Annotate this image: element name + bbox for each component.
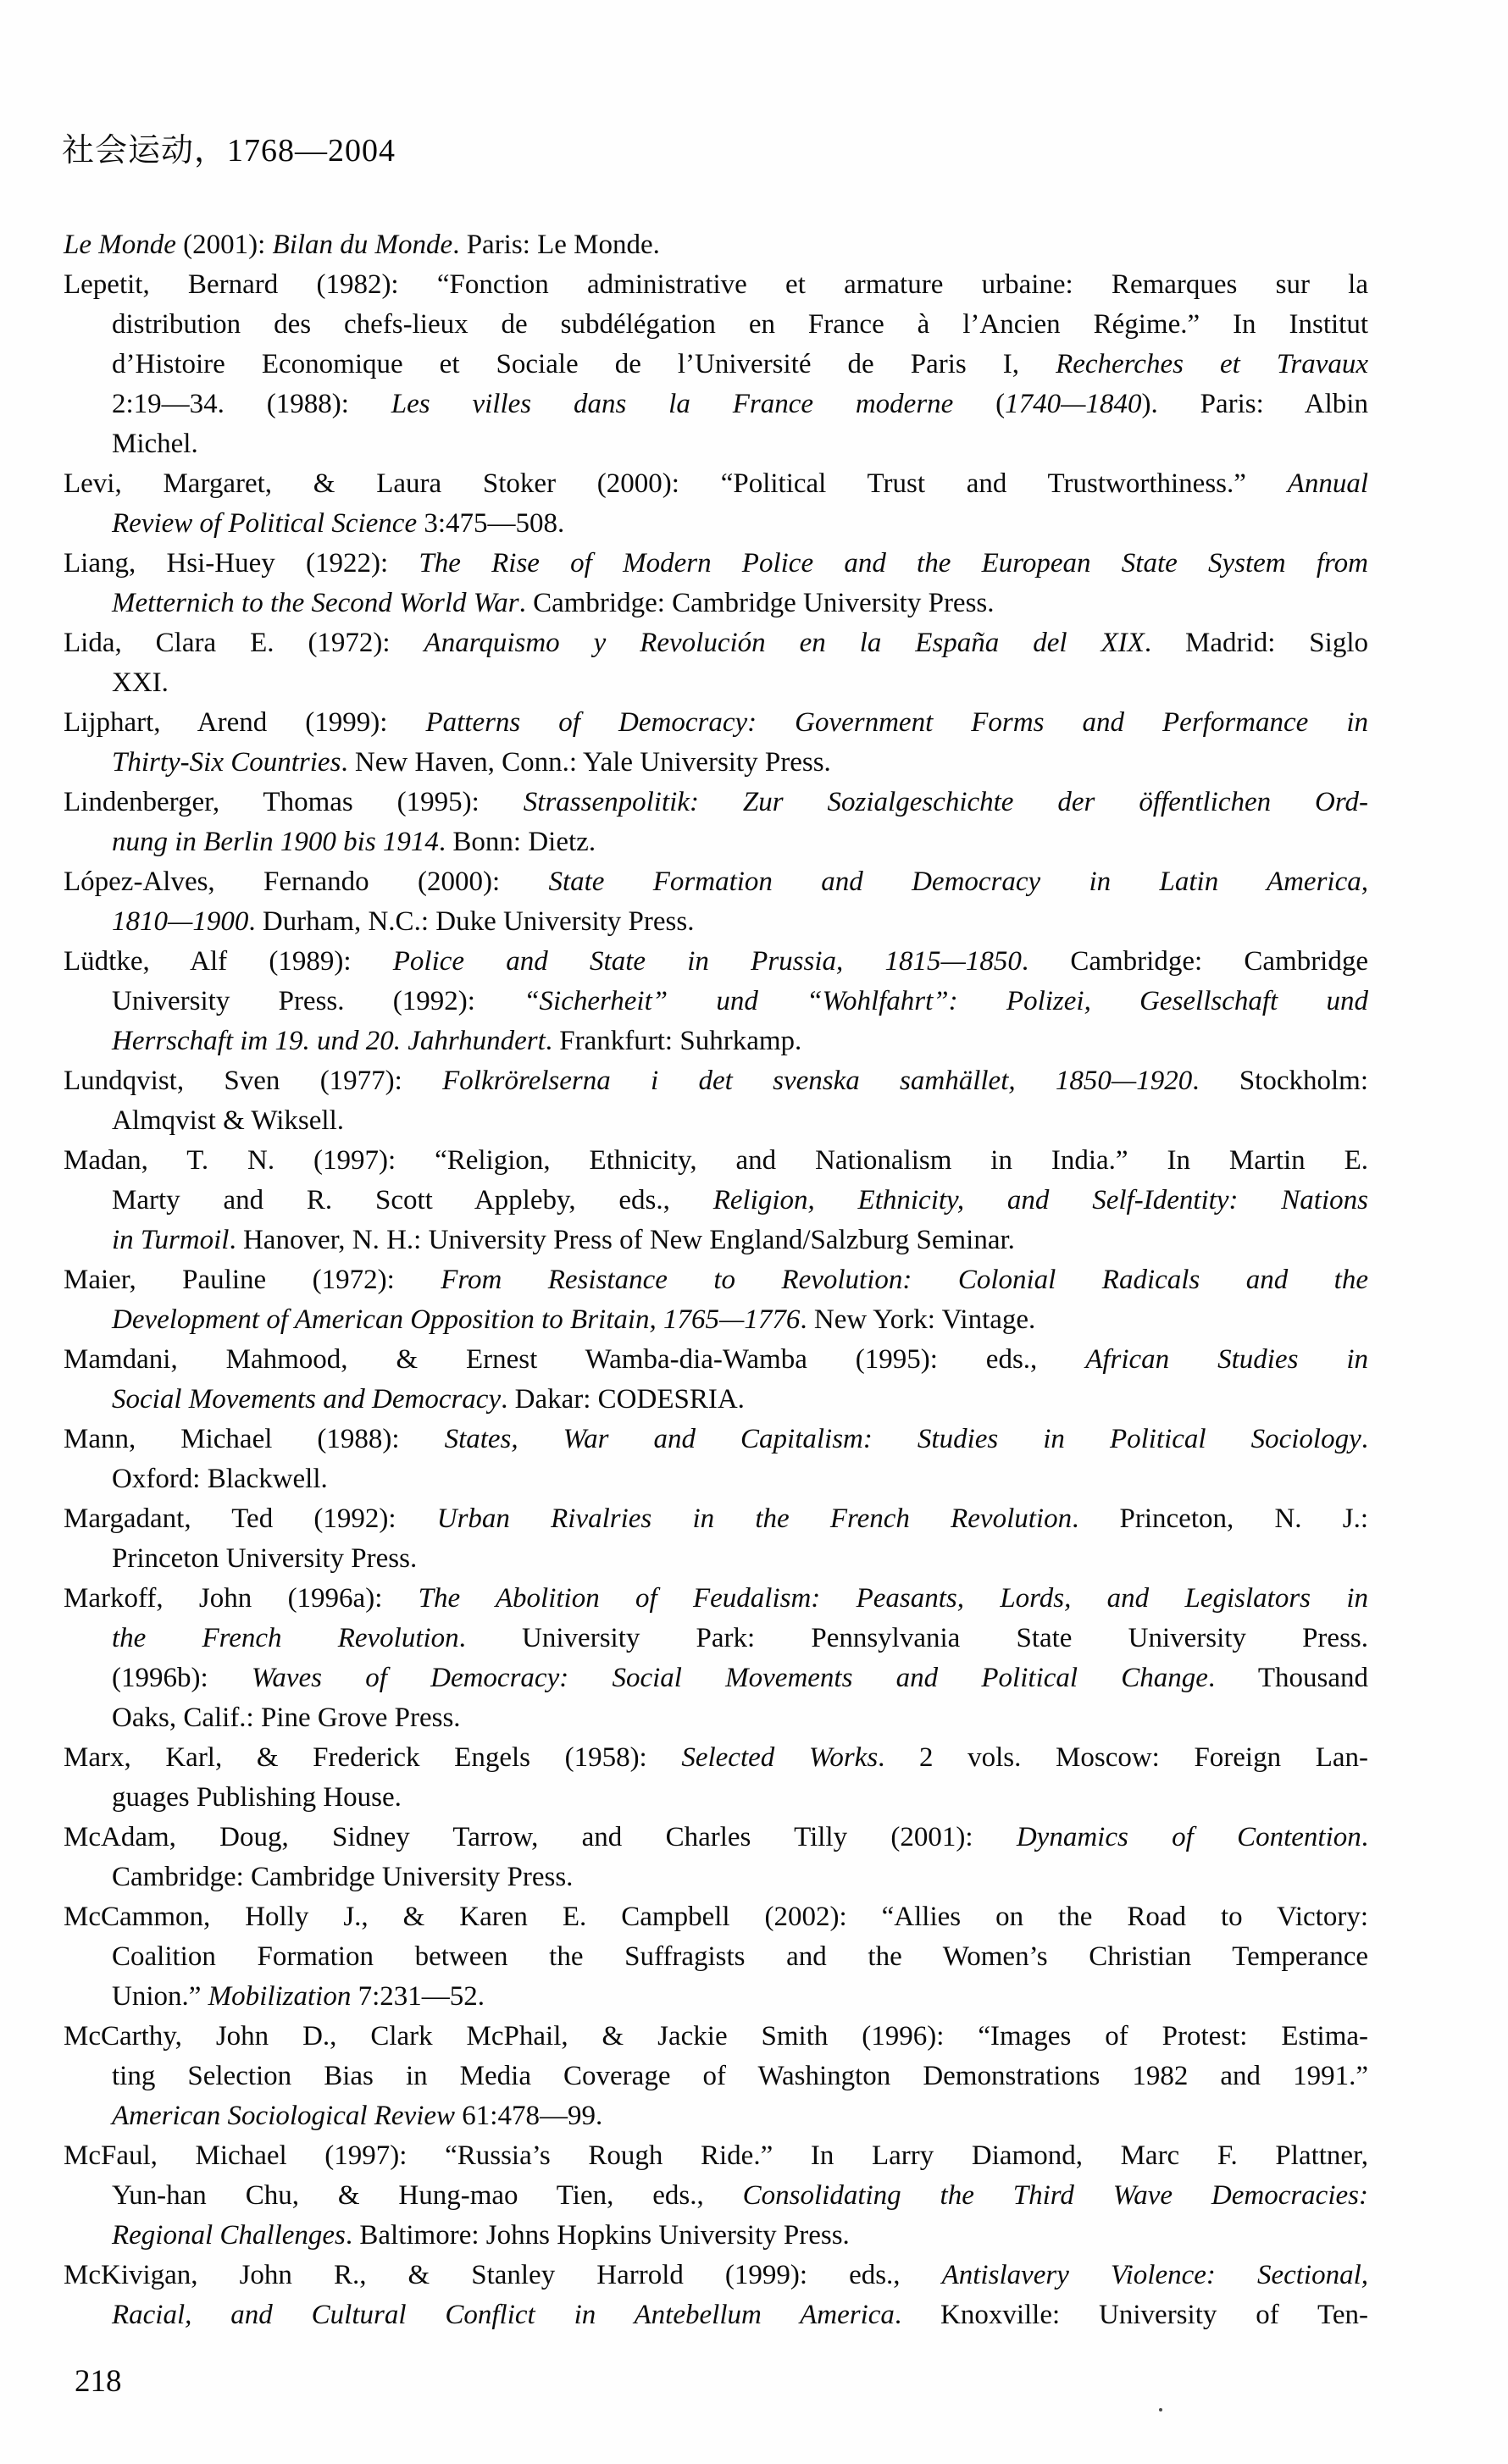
reference-line [64,1818,1368,1858]
text-run: Markoff, John (1996a): [64,1583,419,1614]
text-run: Lüdtke, Alf (1989): [64,946,393,977]
text-run: McKivigan, John R., & Stanley Harrold (1999): eds., [64,2260,942,2290]
reference-line [112,822,1368,862]
text-run: (1996b): [112,1663,252,1693]
text-run: the French Revolution [112,1623,459,1653]
text-run: The Abolition of Feudalism: Peasants, Lords, and Legislators in [418,1583,1368,1614]
text-run: . Paris: Le Monde. [452,230,660,260]
text-run: Lida, Clara E. (1972): [64,628,424,658]
text-run: McCarthy, John D., Clark McPhail, & Jackie Smith (1996): “Images of Protest: Estima- [64,2021,1368,2051]
text-run: Metternich to the Second World War [112,588,519,618]
text-run: Thirty-Six Countries [112,747,341,778]
text-run: 3:475—508. [417,508,565,539]
reference-line [64,2256,1368,2295]
reference-line [64,265,1368,305]
text-run: Marty and R. Scott Appleby, eds., [112,1185,713,1215]
reference-entry [64,2256,1368,2335]
text-run: Urban Rivalries in the French Revolution [436,1503,1073,1534]
text-run: Anarquismo y Revolución en la España del XIX [424,628,1145,658]
reference-line [112,1300,1368,1340]
reference-entry [64,862,1368,942]
text-run: Herrschaft im 19. und 20. Jahrhundert [112,1026,546,1056]
text-run: . New York: Vintage. [800,1304,1036,1335]
text-run: Union.” [112,1981,208,2012]
text-run: . Dakar: CODESRIA. [501,1384,745,1415]
text-run: d’Histoire Economique et Sociale de l’Université de Paris I, [112,349,1056,379]
text-run: . Frankfurt: Suhrkamp. [545,1026,802,1056]
text-run: Review of Political Science [112,508,418,539]
reference-line [64,2017,1368,2057]
text-run: McCammon, Holly J., & Karen E. Campbell (2002): “Allies on the Road to Victory: [64,1902,1368,1932]
text-run: guages Publishing House. [112,1782,402,1813]
text-run: State Formation and Democracy in Latin America, [548,867,1368,897]
reference-entry [64,1141,1368,1260]
reference-entry [64,1738,1368,1818]
reference-entry [64,2136,1368,2256]
reference-line [112,2057,1368,2096]
reference-entry [64,2017,1368,2136]
reference-entry [64,703,1368,783]
text-run: Mamdani, Mahmood, & Ernest Wamba-dia-Wamba (1995): eds., [64,1344,1086,1375]
reference-entry [64,1061,1368,1141]
text-run: African Studies in [1085,1344,1368,1375]
reference-line [112,1858,1368,1897]
text-run: 7:231—52. [351,1981,485,2012]
text-run: . [1361,1424,1368,1454]
reference-line [112,1181,1368,1221]
reference-line [64,1420,1368,1459]
text-run: Development of American Opposition to Britain, 1765—1776 [112,1304,801,1335]
text-run: Margadant, Ted (1992): [64,1503,437,1534]
reference-line [64,544,1368,584]
text-run: Liang, Hsi-Huey (1922): [64,548,419,579]
text-run: . Thousand [1207,1663,1368,1693]
text-run: 61:478—99. [455,2101,603,2131]
reference-line [64,464,1368,504]
text-run: 1810—1900 [112,906,249,937]
text-run: Regional Challenges [112,2220,346,2251]
reference-line [112,1937,1368,1977]
reference-line [112,1977,1368,2017]
text-run: . Stockholm: [1192,1066,1368,1096]
reference-line [64,1340,1368,1380]
reference-line [112,584,1368,623]
text-run: . Durham, N.C.: Duke University Press. [248,906,695,937]
reference-line [112,2295,1368,2335]
reference-line [112,1459,1368,1499]
reference-line [112,1380,1368,1420]
text-run: Consolidating the Third Wave Democracies: [742,2180,1368,2211]
text-run: Coalition Formation between the Suffragists and the Women’s Christian Temperance [112,1941,1368,1972]
reference-line [64,942,1368,982]
reference-line [112,663,1368,703]
text-run: Lijphart, Arend (1999): [64,707,426,738]
running-header: 社会运动，1768—2004 [62,133,396,169]
reference-line [112,2096,1368,2136]
text-run: The Rise of Modern Police and the European State System from [419,548,1368,579]
text-run: . Knoxville: University of Ten- [894,2300,1368,2330]
reference-line [112,2216,1368,2256]
reference-line [112,1022,1368,1061]
text-run: University Press. (1992): [112,986,524,1016]
reference-entry [64,464,1368,544]
reference-line [112,2176,1368,2216]
reference-entry [64,225,1368,265]
reference-line [64,225,1368,265]
reference-line [64,1061,1368,1101]
text-run: ( [953,389,1006,419]
text-run: 1740—1840 [1005,389,1142,419]
reference-line [64,623,1368,663]
text-run: . Hanover, N. H.: University Press of New England/Salzburg Seminar. [229,1225,1015,1255]
reference-line [112,1778,1368,1818]
reference-line [112,504,1368,544]
text-run: Bilan du Monde [272,230,453,260]
text-run: American Sociological Review [112,2101,456,2131]
text-run: Social Movements and Democracy [112,1384,502,1415]
text-run: Mann, Michael (1988): [64,1424,445,1454]
text-run: Waves of Democracy: Social Movements and Political Change [251,1663,1208,1693]
reference-line [112,1539,1368,1579]
text-run: Maier, Pauline (1972): [64,1265,441,1295]
text-run: Antislavery Violence: Sectional, [941,2260,1368,2290]
text-run: Mobilization [208,1981,352,2012]
text-run: Princeton University Press. [112,1543,418,1574]
text-run: distribution des chefs-lieux de subdélégation en France à l’Ancien Régime.” In Institut [112,309,1368,340]
text-run: Recherches et Travaux [1056,349,1368,379]
text-run: Strassenpolitik: Zur Sozialgeschichte der öffentlichen Ord- [523,787,1368,817]
reference-entry [64,942,1368,1061]
reference-line [64,1499,1368,1539]
text-run: Patterns of Democracy: Government Forms and Performance in [425,707,1369,738]
text-run: López-Alves, Fernando (2000): [64,867,549,897]
text-run: . Princeton, N. J.: [1072,1503,1368,1534]
reference-line [112,1698,1368,1738]
reference-entry [64,1579,1368,1738]
reference-entry [64,1897,1368,2017]
reference-entry [64,1340,1368,1420]
text-run: ). Paris: Albin [1141,389,1368,419]
text-run: Dynamics of Contention [1016,1822,1361,1852]
reference-entry [64,544,1368,623]
text-run: Folkrörelserna i det svenska samhället, 1850—1920 [442,1066,1193,1096]
text-run: McAdam, Doug, Sidney Tarrow, and Charles Tilly (2001): [64,1822,1017,1852]
text-run: Racial, and Cultural Conflict in Antebellum America [112,2300,895,2330]
reference-entry [64,1499,1368,1579]
text-run: Lindenberger, Thomas (1995): [64,787,524,817]
text-run: (2001): [175,230,273,260]
text-run: . Bonn: Dietz. [438,827,596,857]
text-run: . 2 vols. Moscow: Foreign Lan- [878,1742,1369,1773]
text-run: “Sicherheit” und “Wohlfahrt”: Polizei, Gesellschaft und [524,986,1368,1016]
reference-line [112,385,1368,424]
text-run: Selected Works [681,1742,879,1773]
reference-line [64,1897,1368,1937]
text-run: Les villes dans la France moderne [391,389,954,419]
text-run: Michel. [112,429,198,459]
text-run: Annual [1287,468,1368,499]
text-run: . [1361,1822,1368,1852]
reference-line [64,1141,1368,1181]
text-run: McFaul, Michael (1997): “Russia’s Rough Ride.” In Larry Diamond, Marc F. Plattner, [64,2140,1368,2171]
text-run: . Baltimore: Johns Hopkins University Press. [345,2220,850,2251]
reference-line [64,1579,1368,1619]
text-run: . Madrid: Siglo [1144,628,1368,658]
scan-artifact-dot [1159,2408,1162,2411]
text-run: Oxford: Blackwell. [112,1464,328,1494]
reference-line [64,703,1368,743]
text-run: . University Park: Pennsylvania State University Press. [458,1623,1369,1653]
reference-line [64,1738,1368,1778]
text-run: Lepetit, Bernard (1982): “Fonction administrative et armature urbaine: Remarques sur la [64,269,1368,300]
reference-line [112,743,1368,783]
reference-line [112,1658,1368,1698]
reference-line [112,1619,1368,1658]
text-run: Marx, Karl, & Frederick Engels (1958): [64,1742,682,1773]
reference-list [64,225,1368,2335]
text-run: Oaks, Calif.: Pine Grove Press. [112,1703,461,1733]
text-run: 2:19—34. (1988): [112,389,391,419]
text-run: Religion, Ethnicity, and Self-Identity: Nations [712,1185,1368,1215]
reference-entry [64,265,1368,464]
text-run: Almqvist & Wiksell. [112,1105,344,1136]
reference-line [112,1101,1368,1141]
text-run: ting Selection Bias in Media Coverage of Washington Demonstrations 1982 and 1991.” [112,2061,1368,2091]
reference-line [64,1260,1368,1300]
text-run: . New Haven, Conn.: Yale University Press. [341,747,831,778]
text-run: Le Monde [64,230,176,260]
reference-line [64,862,1368,902]
text-run: Cambridge: Cambridge University Press. [112,1862,574,1892]
reference-entry [64,1818,1368,1897]
text-run: XXI. [112,667,169,698]
text-run: Levi, Margaret, & Laura Stoker (2000): “Political Trust and Trustworthiness.” [64,468,1288,499]
text-run: Police and State in Prussia, 1815—1850 [392,946,1022,977]
reference-entry [64,623,1368,703]
reference-line [112,345,1368,385]
reference-line [112,982,1368,1022]
text-run: From Resistance to Revolution: Colonial Radicals and the [441,1265,1368,1295]
text-run: . Cambridge: Cambridge [1021,946,1368,977]
text-run: Yun-han Chu, & Hung-mao Tien, eds., [112,2180,743,2211]
text-run: Madan, T. N. (1997): “Religion, Ethnicity, and Nationalism in India.” In Martin E. [64,1145,1368,1176]
reference-entry [64,783,1368,862]
reference-line [112,305,1368,345]
reference-line [112,424,1368,464]
reference-entry [64,1260,1368,1340]
reference-line [112,1221,1368,1260]
reference-line [112,902,1368,942]
reference-line [64,783,1368,822]
reference-entry [64,1420,1368,1499]
text-run: in Turmoil [112,1225,230,1255]
reference-line [64,2136,1368,2176]
text-run: nung in Berlin 1900 bis 1914 [112,827,439,857]
page-number: 218 [75,2364,122,2399]
text-run: Lundqvist, Sven (1977): [64,1066,443,1096]
text-run: States, War and Capitalism: Studies in Political Sociology [444,1424,1361,1454]
text-run: . Cambridge: Cambridge University Press. [518,588,995,618]
